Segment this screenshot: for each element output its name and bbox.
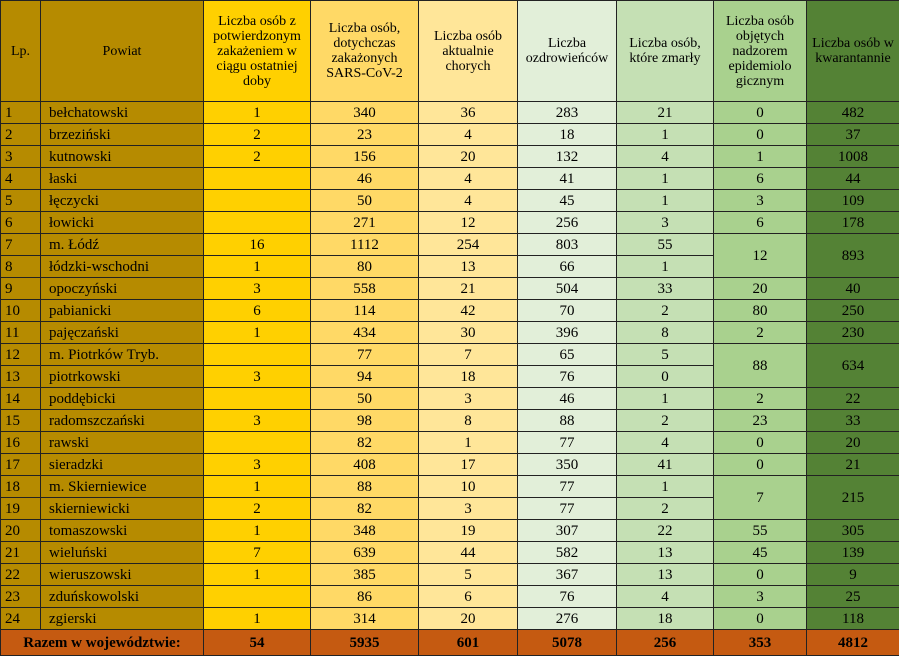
cell-supervision: 0 [714, 454, 807, 476]
cell-deaths: 13 [617, 542, 714, 564]
header-deaths: Liczba osób, które zmarły [617, 1, 714, 102]
cell-new-cases: 6 [204, 300, 311, 322]
cell-powiat: wieruszowski [41, 564, 204, 586]
cell-active: 30 [419, 322, 518, 344]
cell-total-cases: 385 [311, 564, 419, 586]
cell-active: 21 [419, 278, 518, 300]
cell-recovered: 283 [518, 102, 617, 124]
cell-new-cases: 2 [204, 146, 311, 168]
cell-total-cases: 558 [311, 278, 419, 300]
cell-powiat: bełchatowski [41, 102, 204, 124]
cell-new-cases [204, 388, 311, 410]
cell-total-cases: 340 [311, 102, 419, 124]
cell-powiat: zgierski [41, 608, 204, 630]
table-row [1, 476, 899, 498]
cell-lp: 12 [1, 344, 41, 366]
header-recovered: Liczba ozdrowieńców [518, 1, 617, 102]
cell-powiat: rawski [41, 432, 204, 454]
cell-quarantine: 25 [807, 586, 899, 608]
cell-lp: 17 [1, 454, 41, 476]
cell-active: 254 [419, 234, 518, 256]
cell-recovered: 367 [518, 564, 617, 586]
cell-deaths: 2 [617, 498, 714, 520]
cell-deaths: 0 [617, 366, 714, 388]
totals-label: Razem w województwie: [1, 630, 204, 656]
cell-powiat: radomszczański [41, 410, 204, 432]
cell-total-cases: 408 [311, 454, 419, 476]
cell-active: 10 [419, 476, 518, 498]
cell-total-cases: 639 [311, 542, 419, 564]
cell-powiat: brzeziński [41, 124, 204, 146]
cell-lp: 15 [1, 410, 41, 432]
cell-supervision: 1 [714, 146, 807, 168]
cell-deaths: 1 [617, 388, 714, 410]
cell-lp: 22 [1, 564, 41, 586]
table-row [1, 608, 899, 630]
header-powiat: Powiat [41, 1, 204, 102]
header-active: Liczba osób aktualnie chorych [419, 1, 518, 102]
cell-total-cases: 77 [311, 344, 419, 366]
cell-supervision: 0 [714, 608, 807, 630]
cell-new-cases [204, 344, 311, 366]
cell-new-cases: 1 [204, 476, 311, 498]
cell-total-cases: 88 [311, 476, 419, 498]
cell-recovered: 276 [518, 608, 617, 630]
cell-lp: 1 [1, 102, 41, 124]
cell-deaths: 13 [617, 564, 714, 586]
cell-recovered: 88 [518, 410, 617, 432]
table-row [1, 542, 899, 564]
cell-quarantine: 22 [807, 388, 899, 410]
table-row [1, 234, 899, 256]
cell-lp: 3 [1, 146, 41, 168]
table-row [1, 102, 899, 124]
cell-supervision: 45 [714, 542, 807, 564]
header-new-cases: Liczba osób z potwierdzonym zakażeniem w ciągu ostatniej doby [204, 1, 311, 102]
cell-active: 3 [419, 498, 518, 520]
table-row [1, 300, 899, 322]
cell-recovered: 396 [518, 322, 617, 344]
cell-quarantine: 37 [807, 124, 899, 146]
cell-supervision: 88 [714, 344, 807, 388]
cell-quarantine: 215 [807, 476, 899, 520]
cell-active: 5 [419, 564, 518, 586]
cell-quarantine: 178 [807, 212, 899, 234]
table-row [1, 146, 899, 168]
cell-deaths: 55 [617, 234, 714, 256]
cell-new-cases: 3 [204, 454, 311, 476]
cell-new-cases: 1 [204, 102, 311, 124]
totals-deaths: 256 [617, 630, 714, 656]
table-row [1, 168, 899, 190]
cell-new-cases: 1 [204, 608, 311, 630]
cell-lp: 11 [1, 322, 41, 344]
cell-active: 20 [419, 146, 518, 168]
cell-total-cases: 86 [311, 586, 419, 608]
cell-supervision: 80 [714, 300, 807, 322]
table-row [1, 586, 899, 608]
header-total-cases: Liczba osób, dotychczas zakażonych SARS-CoV-2 [311, 1, 419, 102]
cell-recovered: 70 [518, 300, 617, 322]
cell-active: 4 [419, 168, 518, 190]
cell-supervision: 2 [714, 322, 807, 344]
cell-total-cases: 23 [311, 124, 419, 146]
cell-powiat: pajęczański [41, 322, 204, 344]
cell-deaths: 4 [617, 432, 714, 454]
cell-supervision: 0 [714, 124, 807, 146]
cell-supervision: 55 [714, 520, 807, 542]
cell-quarantine: 40 [807, 278, 899, 300]
table-row [1, 388, 899, 410]
table-row [1, 564, 899, 586]
totals-row [1, 630, 899, 656]
cell-recovered: 77 [518, 476, 617, 498]
cell-quarantine: 230 [807, 322, 899, 344]
cell-total-cases: 46 [311, 168, 419, 190]
cell-new-cases: 1 [204, 322, 311, 344]
cell-active: 4 [419, 190, 518, 212]
cell-powiat: piotrkowski [41, 366, 204, 388]
cell-lp: 9 [1, 278, 41, 300]
cell-deaths: 3 [617, 212, 714, 234]
cell-powiat: tomaszowski [41, 520, 204, 542]
cell-active: 17 [419, 454, 518, 476]
cell-supervision: 12 [714, 234, 807, 278]
cell-deaths: 18 [617, 608, 714, 630]
cell-lp: 23 [1, 586, 41, 608]
cell-deaths: 8 [617, 322, 714, 344]
cell-powiat: kutnowski [41, 146, 204, 168]
cell-quarantine: 634 [807, 344, 899, 388]
cell-new-cases [204, 432, 311, 454]
cell-new-cases: 1 [204, 256, 311, 278]
cell-deaths: 33 [617, 278, 714, 300]
cell-active: 42 [419, 300, 518, 322]
cell-total-cases: 314 [311, 608, 419, 630]
cell-recovered: 307 [518, 520, 617, 542]
cell-total-cases: 114 [311, 300, 419, 322]
cell-deaths: 2 [617, 300, 714, 322]
cell-quarantine: 44 [807, 168, 899, 190]
cell-active: 44 [419, 542, 518, 564]
cell-deaths: 41 [617, 454, 714, 476]
cell-powiat: łódzki-wschodni [41, 256, 204, 278]
cell-deaths: 21 [617, 102, 714, 124]
cell-total-cases: 1112 [311, 234, 419, 256]
cell-active: 1 [419, 432, 518, 454]
cell-lp: 2 [1, 124, 41, 146]
cell-quarantine: 109 [807, 190, 899, 212]
cell-new-cases: 3 [204, 366, 311, 388]
cell-new-cases: 3 [204, 278, 311, 300]
cell-powiat: m. Łódź [41, 234, 204, 256]
cell-supervision: 0 [714, 102, 807, 124]
table-row [1, 520, 899, 542]
cell-quarantine: 33 [807, 410, 899, 432]
cell-active: 36 [419, 102, 518, 124]
cell-deaths: 1 [617, 256, 714, 278]
cell-active: 6 [419, 586, 518, 608]
cell-total-cases: 156 [311, 146, 419, 168]
cell-lp: 20 [1, 520, 41, 542]
cell-lp: 18 [1, 476, 41, 498]
cell-new-cases [204, 168, 311, 190]
totals-active: 601 [419, 630, 518, 656]
cell-active: 4 [419, 124, 518, 146]
cell-recovered: 582 [518, 542, 617, 564]
cell-total-cases: 94 [311, 366, 419, 388]
cell-new-cases: 7 [204, 542, 311, 564]
cell-active: 13 [419, 256, 518, 278]
cell-supervision: 0 [714, 432, 807, 454]
cell-supervision: 2 [714, 388, 807, 410]
cell-powiat: łowicki [41, 212, 204, 234]
cell-deaths: 1 [617, 124, 714, 146]
cell-total-cases: 434 [311, 322, 419, 344]
cell-quarantine: 250 [807, 300, 899, 322]
cell-recovered: 46 [518, 388, 617, 410]
cell-supervision: 3 [714, 190, 807, 212]
cell-powiat: opoczyński [41, 278, 204, 300]
cell-new-cases: 1 [204, 520, 311, 542]
cell-powiat: poddębicki [41, 388, 204, 410]
cell-lp: 13 [1, 366, 41, 388]
cell-total-cases: 98 [311, 410, 419, 432]
table-row [1, 212, 899, 234]
cell-lp: 10 [1, 300, 41, 322]
cell-quarantine: 118 [807, 608, 899, 630]
header-quarantine: Liczba osób w kwarantannie [807, 1, 899, 102]
cell-supervision: 0 [714, 564, 807, 586]
cell-recovered: 256 [518, 212, 617, 234]
cell-powiat: zduńskowolski [41, 586, 204, 608]
cell-powiat: łęczycki [41, 190, 204, 212]
cell-powiat: pabianicki [41, 300, 204, 322]
totals-total-cases: 5935 [311, 630, 419, 656]
table-row [1, 344, 899, 366]
totals-supervision: 353 [714, 630, 807, 656]
cell-deaths: 1 [617, 168, 714, 190]
cell-lp: 24 [1, 608, 41, 630]
table-row [1, 454, 899, 476]
cell-recovered: 18 [518, 124, 617, 146]
cell-lp: 14 [1, 388, 41, 410]
cell-active: 18 [419, 366, 518, 388]
cell-total-cases: 80 [311, 256, 419, 278]
cell-deaths: 22 [617, 520, 714, 542]
cell-total-cases: 82 [311, 498, 419, 520]
cell-supervision: 23 [714, 410, 807, 432]
cell-quarantine: 1008 [807, 146, 899, 168]
cell-deaths: 1 [617, 476, 714, 498]
cell-supervision: 20 [714, 278, 807, 300]
cell-powiat: wieluński [41, 542, 204, 564]
cell-recovered: 77 [518, 432, 617, 454]
cell-total-cases: 348 [311, 520, 419, 542]
cell-new-cases: 2 [204, 124, 311, 146]
cell-lp: 8 [1, 256, 41, 278]
cell-total-cases: 271 [311, 212, 419, 234]
cell-lp: 16 [1, 432, 41, 454]
cell-active: 19 [419, 520, 518, 542]
cell-recovered: 77 [518, 498, 617, 520]
cell-powiat: sieradzki [41, 454, 204, 476]
table-row [1, 410, 899, 432]
cell-active: 20 [419, 608, 518, 630]
cell-supervision: 3 [714, 586, 807, 608]
totals-quarantine: 4812 [807, 630, 899, 656]
cell-quarantine: 893 [807, 234, 899, 278]
cell-deaths: 4 [617, 586, 714, 608]
table-row [1, 190, 899, 212]
cell-active: 8 [419, 410, 518, 432]
cell-deaths: 4 [617, 146, 714, 168]
cell-lp: 7 [1, 234, 41, 256]
cell-lp: 5 [1, 190, 41, 212]
cell-total-cases: 50 [311, 190, 419, 212]
cell-new-cases [204, 212, 311, 234]
header-lp: Lp. [1, 1, 41, 102]
cell-supervision: 6 [714, 168, 807, 190]
cell-active: 3 [419, 388, 518, 410]
cell-quarantine: 21 [807, 454, 899, 476]
cell-new-cases: 3 [204, 410, 311, 432]
cell-total-cases: 82 [311, 432, 419, 454]
cell-recovered: 66 [518, 256, 617, 278]
cell-deaths: 5 [617, 344, 714, 366]
cell-recovered: 65 [518, 344, 617, 366]
cell-recovered: 76 [518, 586, 617, 608]
cell-recovered: 504 [518, 278, 617, 300]
cell-new-cases [204, 190, 311, 212]
header-supervision: Liczba osób objętych nadzorem epidemiolo gicznym [714, 1, 807, 102]
cell-recovered: 350 [518, 454, 617, 476]
cell-quarantine: 139 [807, 542, 899, 564]
cell-supervision: 6 [714, 212, 807, 234]
cell-quarantine: 9 [807, 564, 899, 586]
table-row [1, 432, 899, 454]
table-row [1, 278, 899, 300]
cell-powiat: łaski [41, 168, 204, 190]
header-row [1, 1, 899, 102]
cell-quarantine: 305 [807, 520, 899, 542]
cell-lp: 21 [1, 542, 41, 564]
cell-quarantine: 482 [807, 102, 899, 124]
cell-new-cases: 2 [204, 498, 311, 520]
cell-quarantine: 20 [807, 432, 899, 454]
cell-new-cases [204, 586, 311, 608]
cell-deaths: 1 [617, 190, 714, 212]
table-row [1, 124, 899, 146]
cell-active: 12 [419, 212, 518, 234]
cell-powiat: m. Piotrków Tryb. [41, 344, 204, 366]
cell-active: 7 [419, 344, 518, 366]
cell-recovered: 45 [518, 190, 617, 212]
cell-deaths: 2 [617, 410, 714, 432]
cell-new-cases: 1 [204, 564, 311, 586]
cell-powiat: m. Skierniewice [41, 476, 204, 498]
cell-recovered: 76 [518, 366, 617, 388]
cell-recovered: 132 [518, 146, 617, 168]
cell-lp: 4 [1, 168, 41, 190]
cell-lp: 6 [1, 212, 41, 234]
totals-recovered: 5078 [518, 630, 617, 656]
table-row [1, 322, 899, 344]
totals-new-cases: 54 [204, 630, 311, 656]
cell-recovered: 803 [518, 234, 617, 256]
cell-total-cases: 50 [311, 388, 419, 410]
cell-powiat: skierniewicki [41, 498, 204, 520]
cell-new-cases: 16 [204, 234, 311, 256]
cell-lp: 19 [1, 498, 41, 520]
cell-recovered: 41 [518, 168, 617, 190]
cell-supervision: 7 [714, 476, 807, 520]
